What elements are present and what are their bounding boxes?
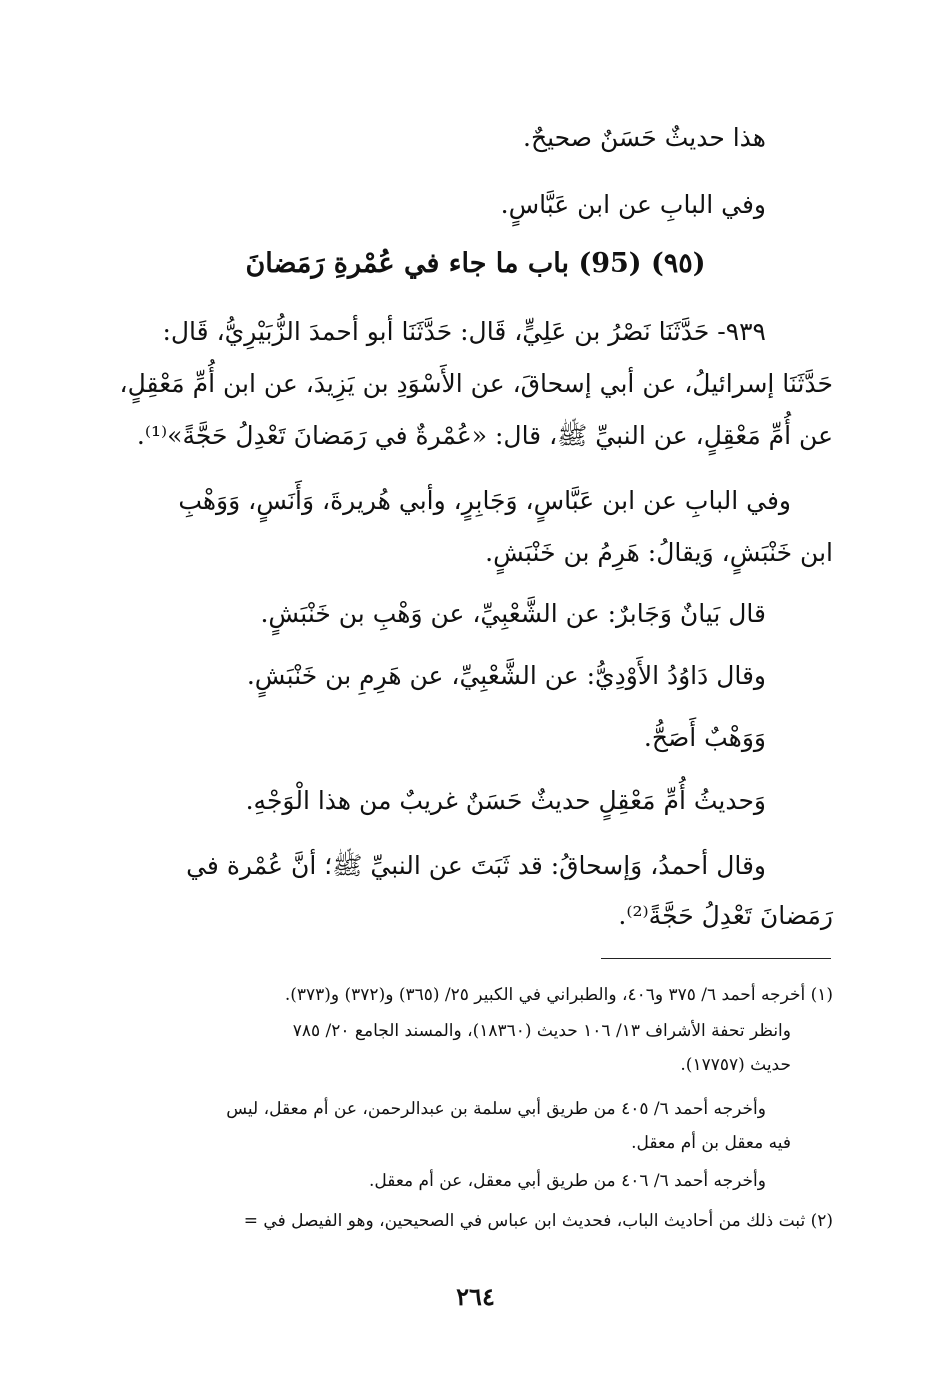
body-line: وَوَهْبٌ أَصَحُّ. [643,723,766,752]
hadith-939-line: حَدَّثَنَا إسرائيلُ، عن أبي إسحاقَ، عن الأَسْوَدِ بن يَزِيدَ، عن ابن أُمِّ مَعْقِلٍ، [119,369,833,398]
chapter-heading: (٩٥) (95) باب ما جاء في عُمْرةِ رَمَضانَ [245,248,706,279]
body-line: ابن خَنْبَشٍ، وَيقالُ: هَرِمُ بن خَنْبَشٍ. [485,538,833,567]
footnote-line: وأخرجه أحمد ٦/ ٤٠٥ من طريق أبي سلمة بن عبدالرحمن، عن أم معقل، ليس [226,1099,766,1119]
footnote-line: وانظر تحفة الأشراف ١٣/ ١٠٦ حديث (١٨٣٦٠)، والمسند الجامع ٢٠/ ٧٨٥ [292,1021,791,1041]
body-line: هذا حديثٌ حَسَنٌ صحيحٌ. [523,123,766,152]
body-line: رَمَضانَ تَعْدِلُ حَجَّةً⁽²⁾. [618,901,833,930]
hadith-939-line: عن أُمِّ مَعْقِلٍ، عن النبيِّ ﷺ، قال: «عُمْرةٌ في رَمَضانَ تَعْدِلُ حَجَّةً»⁽¹⁾. [136,421,833,450]
footnote-separator [601,958,831,959]
body-line: وَحديثُ أُمِّ مَعْقِلٍ حديثٌ حَسَنٌ غريبٌ من هذا الْوَجْهِ. [245,786,766,815]
footnote-line: وأخرجه أحمد ٦/ ٤٠٦ من طريق أبي معقل، عن أم معقل. [368,1171,766,1191]
page-number: ٢٦٤ [456,1282,495,1311]
body-line: قال بَيانٌ وَجَابرٌ: عن الشَّعْبِيِّ، عن وَهْبِ بن خَنْبَشٍ. [260,599,766,628]
body-line: وقال أحمدُ، وَإسحاقُ: قد ثَبَتَ عن النبيِّ ﷺ؛ أنَّ عُمْرة في [186,851,766,880]
footnote-line: (١) أخرجه أحمد ٦/ ٣٧٥ و٤٠٦، والطبراني في الكبير ٢٥/ (٣٦٥) و(٣٧٢) و(٣٧٣). [284,985,833,1005]
footnote-line: فيه معقل بن أم معقل. [631,1133,791,1153]
body-line: وفي البابِ عن ابن عَبَّاسٍ، وَجَابِرٍ، وأبي هُريرةَ، وَأَنَسٍ، وَوَهْبِ [178,486,791,515]
hadith-939-line: ٩٣٩- حَدَّثَنَا نَصْرُ بن عَلِيٍّ، قَال: حَدَّثَنَا أبو أحمدَ الزُّبَيْرِيُّ، قَال: [162,317,766,346]
footnote-line: حديث (١٧٧٥٧). [680,1055,791,1075]
footnote-line: (٢) ثبت ذلك من أحاديث الباب، فحديث ابن عباس في الصحيحين، وهو الفيصل في = [243,1211,833,1231]
body-line: وقال دَاوُدُ الأَوْدِيُّ: عن الشَّعْبِيِّ، عن هَرِمِ بن خَنْبَشٍ. [246,661,766,690]
body-line: وفي البابِ عن ابن عَبَّاسٍ. [500,190,766,219]
